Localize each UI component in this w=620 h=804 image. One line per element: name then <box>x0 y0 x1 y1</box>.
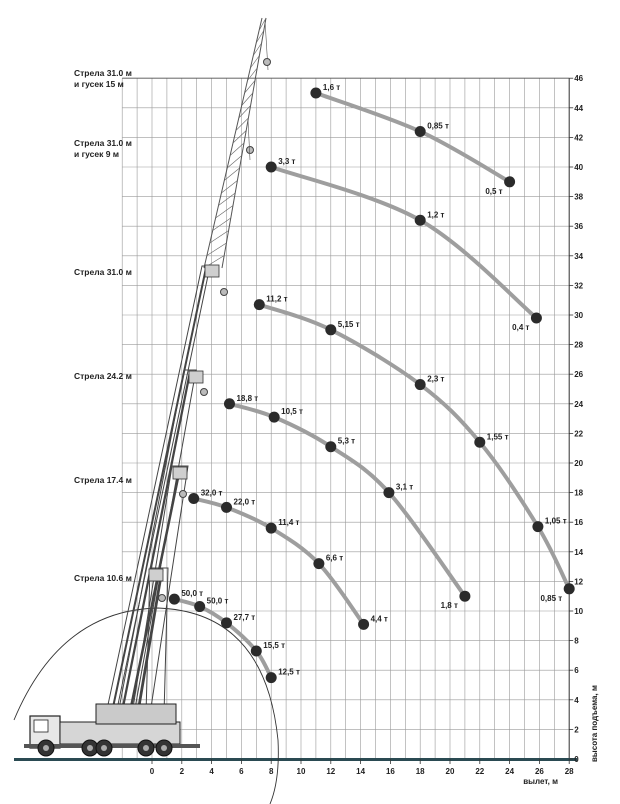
load-point <box>358 619 369 630</box>
x-tick-label: 28 <box>564 767 574 776</box>
load-point <box>415 126 426 137</box>
boom-label: и гусек 15 м <box>74 79 124 89</box>
boom-label: Стрела 31.0 м <box>74 267 132 277</box>
y-tick-label: 24 <box>574 399 584 409</box>
load-label: 5,3 т <box>337 436 356 446</box>
hook-icon <box>264 59 271 66</box>
y-axis-title: высота подъема, м <box>590 685 599 762</box>
grid <box>14 78 577 761</box>
y-tick-label: 22 <box>574 429 584 439</box>
load-point <box>169 594 180 605</box>
load-point <box>383 487 394 498</box>
load-label: 0,85 т <box>540 593 563 603</box>
load-label: 6,6 т <box>325 553 344 563</box>
load-point <box>266 672 277 683</box>
load-label: 50,0 т <box>181 589 204 599</box>
load-point <box>532 521 543 532</box>
x-tick-label: 18 <box>415 767 425 776</box>
load-label: 0,4 т <box>512 322 530 332</box>
load-point <box>224 398 235 409</box>
load-point <box>221 502 232 513</box>
boom-label: Стрела 31.0 м <box>74 68 132 78</box>
load-point <box>325 441 336 452</box>
y-tick-label: 42 <box>574 133 584 143</box>
load-point <box>564 583 575 594</box>
wheel-hub-icon <box>143 745 149 751</box>
load-label: 3,3 т <box>278 157 296 166</box>
x-tick-label: 26 <box>534 767 544 776</box>
load-point <box>269 412 280 423</box>
y-tick-label: 6 <box>574 666 579 676</box>
crane-illustration <box>24 18 271 756</box>
load-point <box>459 591 470 602</box>
y-tick-label: 26 <box>574 370 584 380</box>
y-tick-label: 46 <box>574 74 584 84</box>
load-point <box>188 493 199 504</box>
y-tick-label: 40 <box>574 163 584 172</box>
axes <box>150 74 599 786</box>
load-curve <box>259 305 569 589</box>
boom-head-icon <box>205 265 219 277</box>
load-point <box>313 558 324 569</box>
wheel-hub-icon <box>87 745 93 751</box>
load-label: 1,2 т <box>427 210 445 220</box>
crane-turret <box>96 704 176 724</box>
y-tick-label: 16 <box>574 518 584 528</box>
load-point <box>254 299 265 310</box>
x-tick-label: 0 <box>149 767 155 776</box>
load-point <box>504 176 515 187</box>
load-label: 2,3 т <box>427 374 445 384</box>
x-tick-label: 8 <box>268 767 274 776</box>
load-label: 11,4 т <box>278 518 300 528</box>
x-tick-label: 22 <box>475 767 485 776</box>
load-point <box>531 312 542 323</box>
load-point <box>266 523 277 534</box>
load-label: 32,0 т <box>200 488 223 498</box>
load-point <box>310 88 321 99</box>
boom-head-icon <box>189 371 203 383</box>
load-point <box>415 379 426 390</box>
load-label: 27,7 т <box>233 612 256 622</box>
load-label: 18,8 т <box>236 393 259 403</box>
x-tick-label: 16 <box>385 767 395 776</box>
boom-section <box>112 268 206 712</box>
x-tick-label: 2 <box>179 767 185 776</box>
load-curve <box>229 404 464 596</box>
load-label: 15,5 т <box>263 640 286 650</box>
boom-label: и гусек 9 м <box>74 149 120 159</box>
hook-icon <box>201 389 208 396</box>
y-tick-label: 12 <box>574 577 584 587</box>
load-label: 3,1 т <box>395 482 414 492</box>
load-point <box>251 645 262 656</box>
x-tick-label: 14 <box>356 767 366 776</box>
boom-label: Стрела 17.4 м <box>74 475 132 485</box>
x-tick-label: 20 <box>445 767 455 776</box>
wheel-hub-icon <box>101 745 107 751</box>
y-tick-label: 2 <box>574 725 579 735</box>
wheel-hub-icon <box>161 745 167 751</box>
boom-section <box>122 372 190 712</box>
ground-line <box>14 758 577 761</box>
boom-label: Стрела 31.0 м <box>74 138 132 148</box>
hook-rope <box>248 120 250 160</box>
hook-icon <box>221 289 228 296</box>
y-tick-label: 0 <box>574 755 579 764</box>
x-tick-label: 6 <box>239 767 244 776</box>
load-label: 0,85 т <box>427 121 449 131</box>
boom-label: Стрела 10.6 м <box>74 573 132 583</box>
load-point <box>325 324 336 335</box>
load-label: 4,4 т <box>370 614 388 624</box>
x-tick-label: 24 <box>505 767 515 776</box>
load-point <box>474 437 485 448</box>
load-point <box>266 162 277 173</box>
y-tick-label: 4 <box>574 695 579 705</box>
load-point <box>415 215 426 226</box>
load-label: 1,55 т <box>486 432 509 442</box>
y-tick-label: 34 <box>574 251 584 261</box>
hook-icon <box>159 595 166 602</box>
load-point <box>194 601 205 612</box>
boom-head-icon <box>173 467 187 479</box>
cab-window <box>34 720 48 732</box>
load-label: 10,5 т <box>281 407 303 417</box>
y-tick-label: 28 <box>574 340 584 350</box>
load-label: 1,8 т <box>440 601 458 611</box>
boom-head-icon <box>149 569 163 581</box>
x-tick-label: 10 <box>296 767 306 776</box>
load-label: 0,5 т <box>485 186 503 196</box>
boom-label: Стрела 24.2 м <box>74 371 132 381</box>
x-tick-label: 4 <box>209 767 214 776</box>
load-label: 5,15 т <box>337 319 360 329</box>
y-tick-label: 36 <box>574 222 584 232</box>
boom-labels <box>74 68 132 583</box>
load-points <box>169 88 575 684</box>
y-tick-label: 32 <box>574 281 584 291</box>
hook-icon <box>180 491 187 498</box>
hook-icon <box>247 147 254 154</box>
load-point <box>221 617 232 628</box>
load-label: 50,0 т <box>206 596 229 606</box>
y-tick-label: 18 <box>574 488 584 498</box>
x-tick-label: 12 <box>326 767 336 776</box>
load-label: 1,05 т <box>544 516 567 526</box>
wheel-hub-icon <box>43 745 49 751</box>
y-tick-label: 44 <box>574 103 584 113</box>
x-axis-title: вылет, м <box>523 777 558 786</box>
load-label: 22,0 т <box>233 497 256 507</box>
y-tick-label: 30 <box>574 311 584 320</box>
load-label: 11,2 т <box>266 294 288 304</box>
load-label: 1,6 т <box>322 83 341 92</box>
y-tick-label: 14 <box>574 547 584 557</box>
load-label: 12,5 т <box>278 667 300 677</box>
y-tick-label: 38 <box>574 192 584 202</box>
y-tick-label: 20 <box>574 459 584 468</box>
y-tick-label: 10 <box>574 607 584 616</box>
y-tick-label: 8 <box>574 636 579 646</box>
